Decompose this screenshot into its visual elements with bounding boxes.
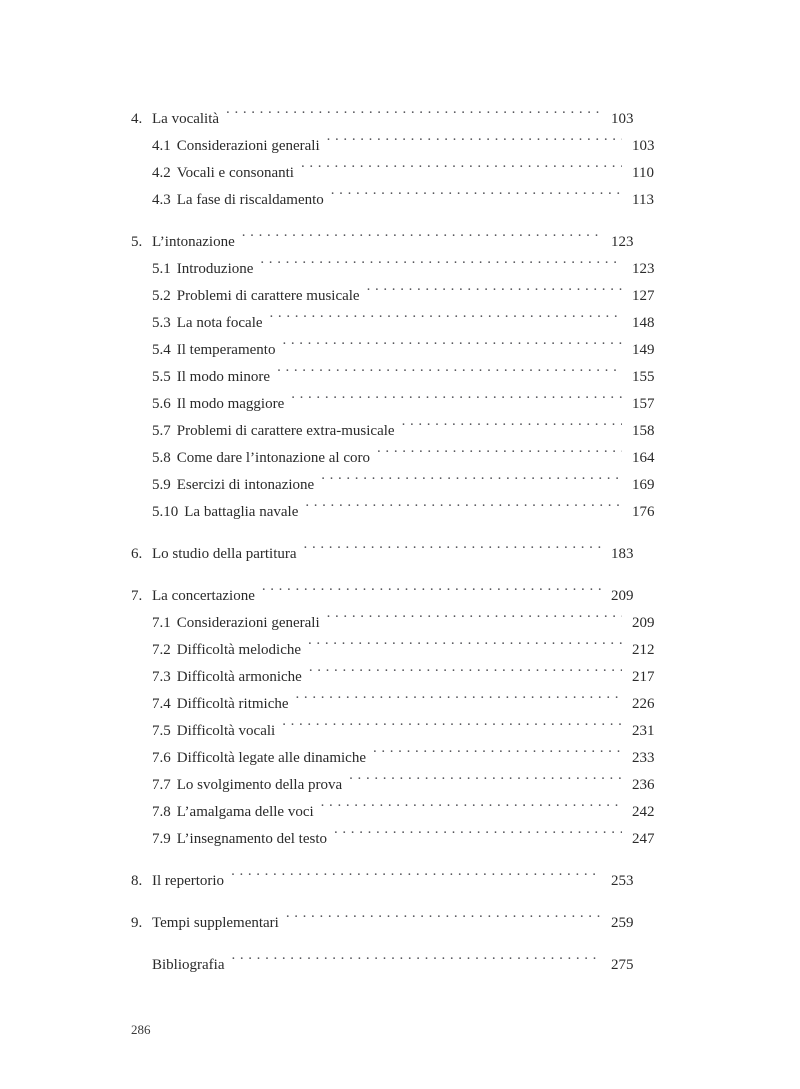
toc-section-number: 5.3 [152, 315, 171, 331]
toc-chapter-group [131, 106, 655, 214]
dot-leader [377, 447, 622, 462]
table-of-contents [131, 106, 655, 979]
toc-chapter-title: Lo studio della partitura [152, 546, 297, 562]
toc-section-entry[interactable] [131, 637, 666, 664]
toc-page-number: 209 [632, 615, 655, 631]
toc-chapter-entry[interactable] [131, 106, 645, 133]
dot-leader [327, 612, 622, 627]
toc-page-number: 212 [632, 642, 655, 658]
toc-chapter-title: L’intonazione [152, 234, 235, 250]
dot-leader [301, 162, 622, 177]
toc-section-number: 7.7 [152, 777, 171, 793]
toc-section-entry[interactable] [131, 283, 666, 310]
toc-section-entry[interactable] [131, 160, 666, 187]
toc-section-title: Considerazioni generali [176, 138, 320, 154]
toc-section-title: Problemi di carattere musicale [176, 288, 360, 304]
toc-chapter-entry[interactable] [131, 583, 645, 610]
dot-leader [308, 639, 622, 654]
toc-section-number: 4.1 [152, 138, 171, 154]
toc-section-title: La fase di riscaldamento [176, 192, 324, 208]
dot-leader [260, 258, 622, 273]
toc-page-number: 236 [632, 777, 655, 793]
toc-chapter-number: 8. [131, 873, 143, 889]
dot-leader [321, 474, 622, 489]
toc-section-title: Difficoltà armoniche [176, 669, 302, 685]
toc-chapter-title: Tempi supplementari [152, 915, 279, 931]
toc-section-entry[interactable] [131, 418, 666, 445]
dot-leader [231, 870, 601, 885]
toc-page-number: 253 [611, 873, 634, 889]
toc-page-number: 113 [632, 192, 654, 208]
toc-section-entry[interactable] [131, 718, 666, 745]
dot-leader [226, 108, 601, 123]
toc-page-number: 183 [611, 546, 634, 562]
toc-page-number: 155 [632, 369, 655, 385]
dot-leader [242, 231, 601, 246]
toc-section-title: Il modo minore [176, 369, 271, 385]
toc-chapter-group [131, 541, 645, 568]
toc-section-title: Il modo maggiore [176, 396, 285, 412]
dot-leader [367, 285, 622, 300]
toc-page-number: 275 [611, 957, 634, 973]
toc-chapter-group [131, 868, 645, 895]
toc-section-title: Difficoltà vocali [176, 723, 276, 739]
toc-page-number: 123 [632, 261, 655, 277]
toc-section-title: Lo svolgimento della prova [176, 777, 343, 793]
toc-section-entry[interactable] [131, 610, 666, 637]
toc-page-number: 217 [632, 669, 655, 685]
toc-section-entry[interactable] [131, 337, 666, 364]
toc-section-title: Introduzione [176, 261, 254, 277]
toc-page-number: 242 [632, 804, 655, 820]
toc-section-entry[interactable] [131, 472, 666, 499]
toc-section-entry[interactable] [131, 745, 666, 772]
toc-chapter-number: 4. [131, 111, 143, 127]
dot-leader [270, 312, 622, 327]
toc-section-title: La battaglia navale [184, 504, 299, 520]
toc-section-number: 7.8 [152, 804, 171, 820]
toc-section-number: 7.6 [152, 750, 171, 766]
toc-section-entry[interactable] [131, 391, 666, 418]
toc-page-number: 158 [632, 423, 655, 439]
toc-section-number: 4.3 [152, 192, 171, 208]
dot-leader [349, 774, 622, 789]
page-folio-number: 286 [131, 1022, 151, 1037]
toc-page-number: 176 [632, 504, 655, 520]
toc-page-number: 157 [632, 396, 655, 412]
toc-page-number: 233 [632, 750, 655, 766]
dot-leader [304, 543, 601, 558]
toc-section-entry[interactable] [131, 799, 666, 826]
toc-page-number: 164 [632, 450, 655, 466]
toc-page-number: 127 [632, 288, 655, 304]
toc-section-number: 7.9 [152, 831, 171, 847]
toc-chapter-group [131, 229, 655, 526]
toc-page-number: 110 [632, 165, 654, 181]
toc-chapter-title: Il repertorio [152, 873, 225, 889]
toc-section-title: Esercizi di intonazione [176, 477, 315, 493]
toc-section-title: Il temperamento [176, 342, 276, 358]
dot-leader [373, 747, 622, 762]
toc-section-entry[interactable] [131, 187, 666, 214]
toc-page-number: 226 [632, 696, 655, 712]
toc-section-entry[interactable] [131, 256, 666, 283]
toc-page-number: 231 [632, 723, 655, 739]
toc-section-entry[interactable] [131, 445, 666, 472]
toc-section-number: 7.3 [152, 669, 171, 685]
toc-section-title: La nota focale [176, 315, 263, 331]
toc-section-title: Problemi di carattere extra-musicale [176, 423, 395, 439]
dot-leader [402, 420, 622, 435]
dot-leader [231, 954, 601, 969]
toc-section-number: 5.5 [152, 369, 171, 385]
toc-chapter-title: Bibliografia [152, 957, 225, 973]
toc-section-number: 5.9 [152, 477, 171, 493]
toc-section-entry[interactable] [131, 664, 666, 691]
toc-section-number: 5.4 [152, 342, 171, 358]
toc-section-number: 5.8 [152, 450, 171, 466]
toc-section-entry[interactable] [131, 826, 666, 853]
toc-section-title: Come dare l’intonazione al coro [176, 450, 371, 466]
toc-section-number: 7.4 [152, 696, 171, 712]
toc-section-number: 5.2 [152, 288, 171, 304]
toc-section-number: 4.2 [152, 165, 171, 181]
toc-section-number: 5.6 [152, 396, 171, 412]
toc-chapter-number: 7. [131, 588, 143, 604]
toc-chapter-group [131, 583, 655, 853]
toc-section-number: 7.2 [152, 642, 171, 658]
toc-chapter-title: La concertazione [152, 588, 255, 604]
toc-section-title: L’amalgama delle voci [176, 804, 314, 820]
toc-section-number: 7.1 [152, 615, 171, 631]
toc-section-title: Difficoltà melodiche [176, 642, 302, 658]
toc-chapter-group [131, 952, 645, 979]
toc-page-number: 259 [611, 915, 634, 931]
toc-section-entry[interactable] [131, 691, 666, 718]
dot-leader [309, 666, 622, 681]
dot-leader [305, 501, 622, 516]
toc-page-number: 148 [632, 315, 655, 331]
toc-chapter-entry[interactable] [131, 868, 645, 895]
dot-leader [277, 366, 622, 381]
toc-section-number: 5.7 [152, 423, 171, 439]
toc-page-number: 123 [611, 234, 634, 250]
toc-section-title: Considerazioni generali [176, 615, 320, 631]
toc-section-number: 5.1 [152, 261, 171, 277]
toc-page-number: 169 [632, 477, 655, 493]
toc-chapter-number: 9. [131, 915, 143, 931]
toc-section-title: Difficoltà legate alle dinamiche [176, 750, 366, 766]
toc-section-title: L’insegnamento del testo [176, 831, 327, 847]
toc-section-entry[interactable] [131, 364, 666, 391]
toc-page-number: 247 [632, 831, 655, 847]
toc-section-entry[interactable] [131, 133, 666, 160]
dot-leader [282, 720, 622, 735]
dot-leader [286, 912, 601, 927]
toc-chapter-title: La vocalità [152, 111, 220, 127]
toc-section-entry[interactable] [131, 310, 666, 337]
toc-section-title: Vocali e consonanti [176, 165, 294, 181]
toc-section-entry[interactable] [131, 499, 666, 526]
toc-section-entry[interactable] [131, 772, 666, 799]
dot-leader [321, 801, 622, 816]
toc-chapter-entry[interactable] [131, 229, 645, 256]
toc-section-number: 7.5 [152, 723, 171, 739]
toc-chapter-entry[interactable] [131, 952, 645, 979]
dot-leader [296, 693, 622, 708]
toc-chapter-group [131, 910, 645, 937]
toc-page-number: 103 [632, 138, 655, 154]
toc-page-number: 103 [611, 111, 634, 127]
toc-chapter-number: 5. [131, 234, 143, 250]
toc-page-number: 209 [611, 588, 634, 604]
toc-page-number: 149 [632, 342, 655, 358]
dot-leader [334, 828, 622, 843]
toc-chapter-number: 6. [131, 546, 143, 562]
toc-chapter-entry[interactable] [131, 541, 645, 568]
dot-leader [262, 585, 601, 600]
toc-chapter-entry[interactable] [131, 910, 645, 937]
toc-section-number: 5.10 [152, 504, 179, 520]
dot-leader [331, 189, 622, 204]
dot-leader [291, 393, 622, 408]
dot-leader [282, 339, 622, 354]
dot-leader [327, 135, 622, 150]
toc-section-title: Difficoltà ritmiche [176, 696, 289, 712]
